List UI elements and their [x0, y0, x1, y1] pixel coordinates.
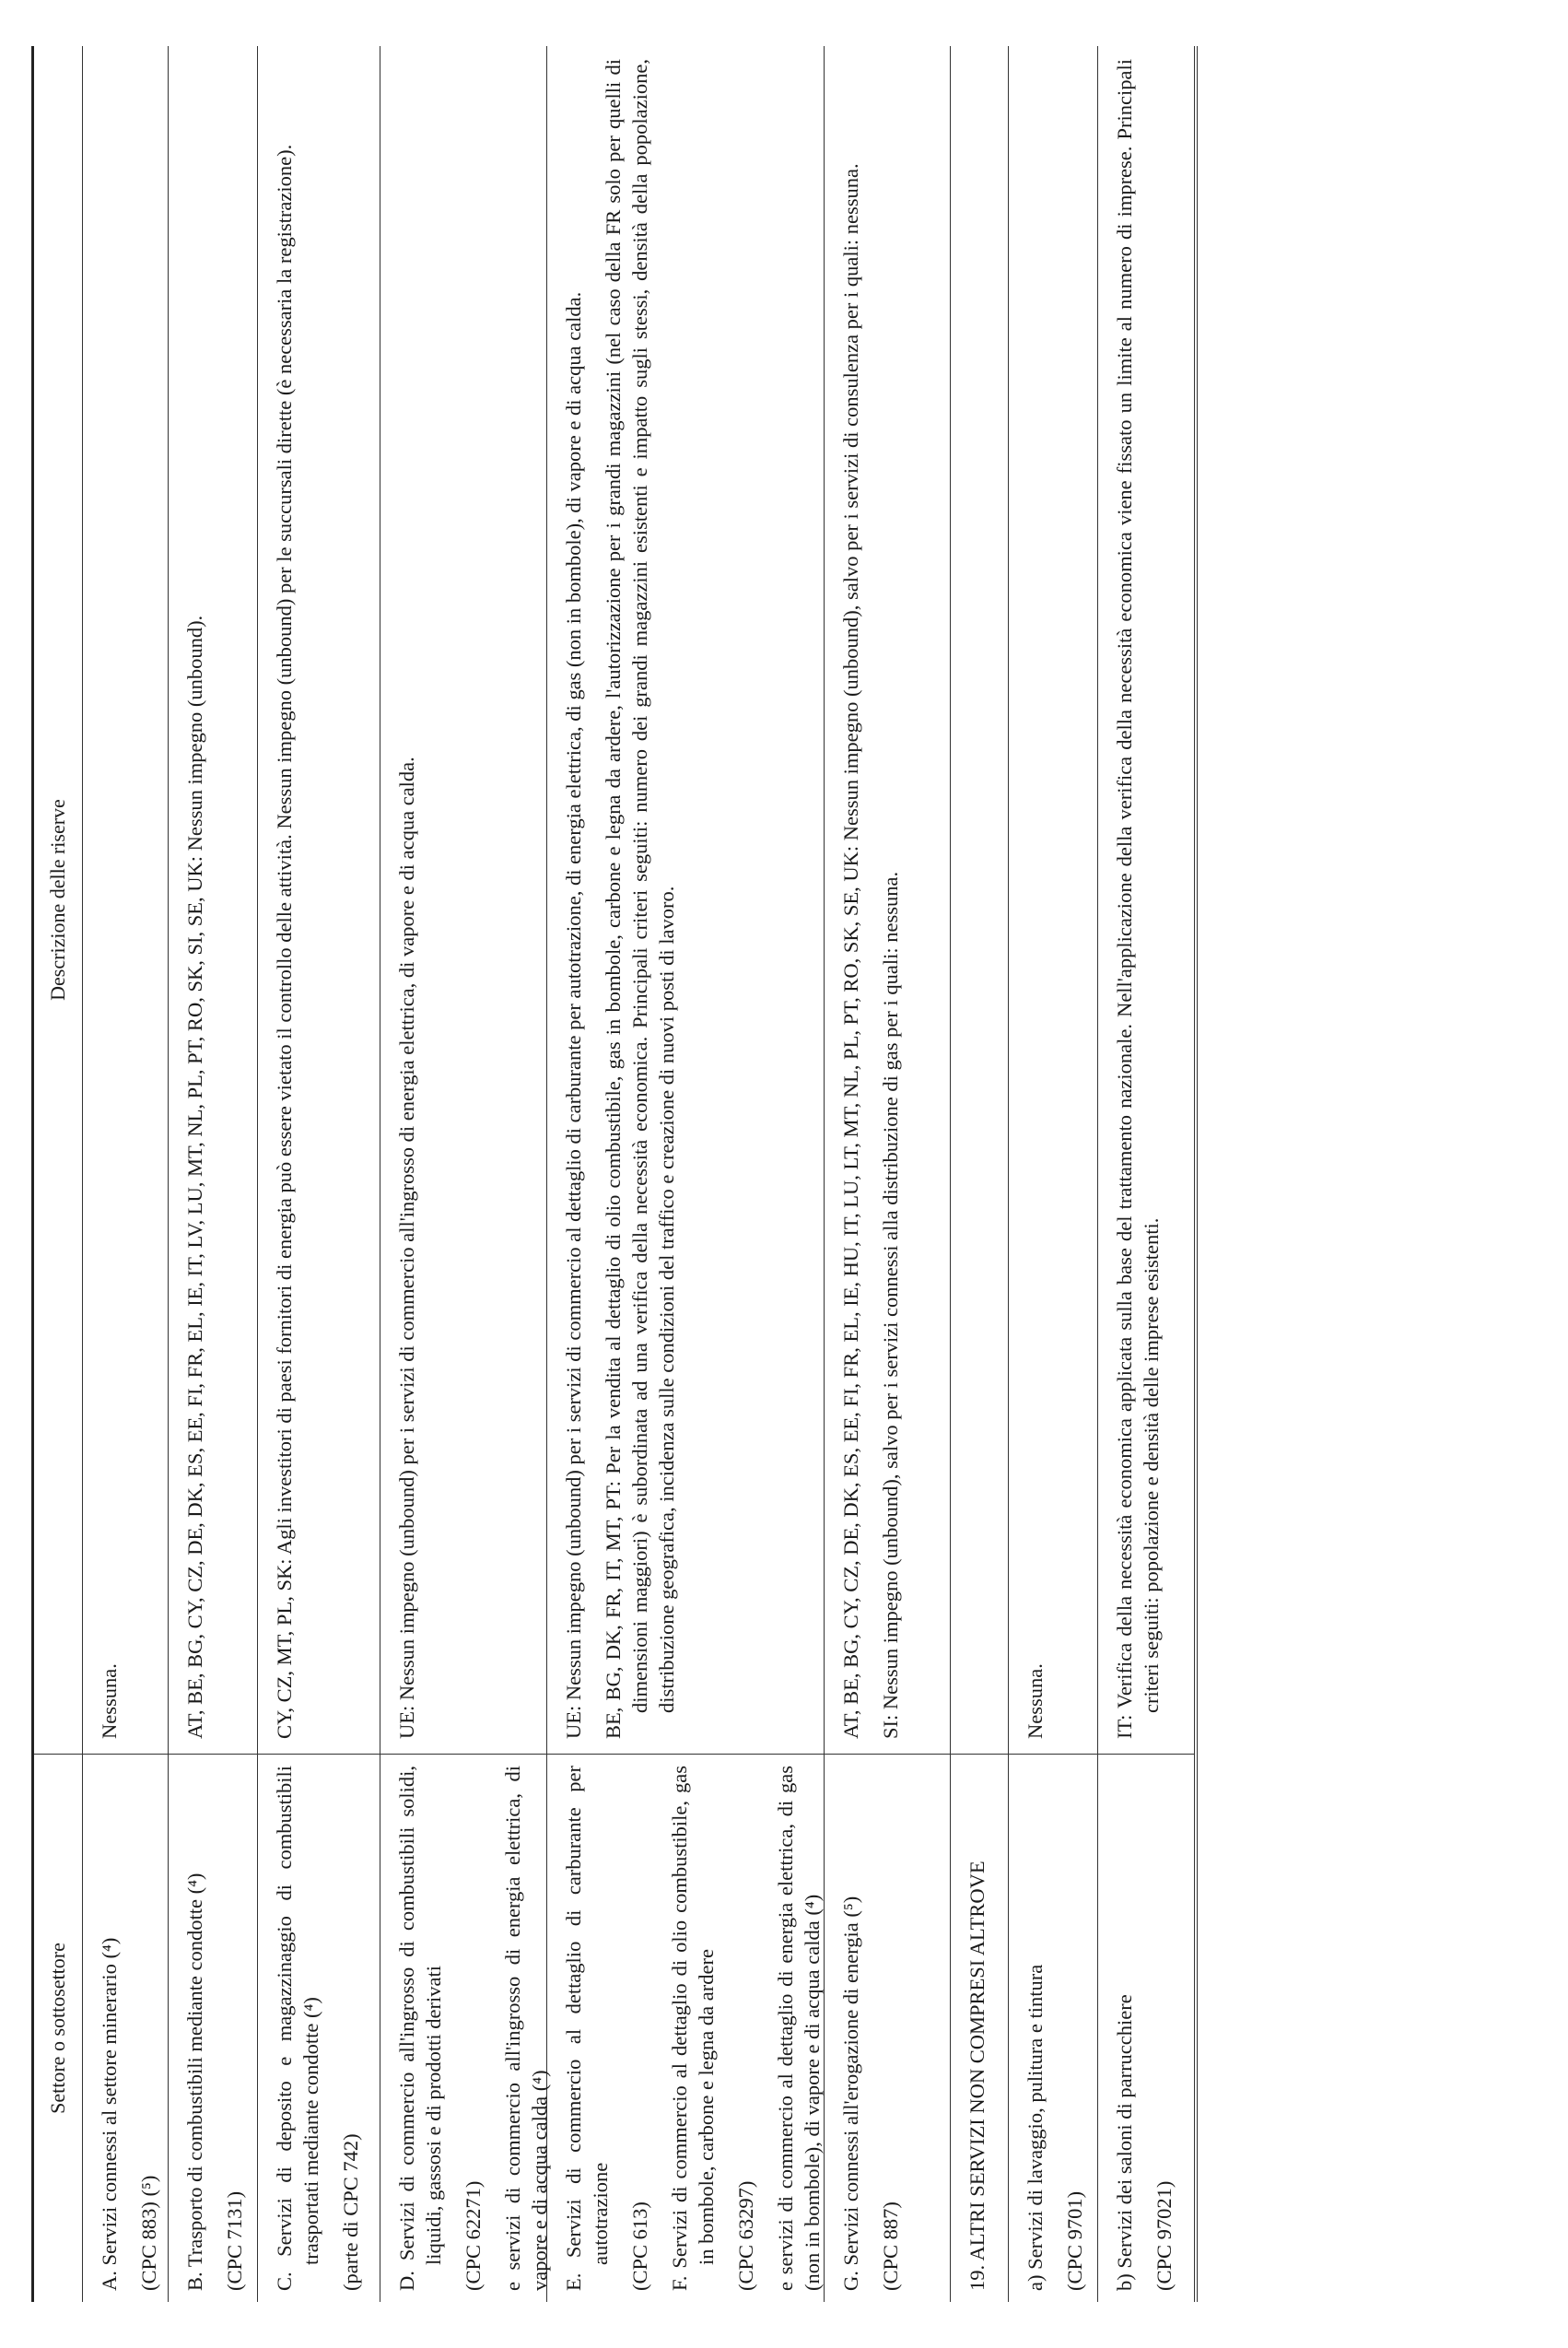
sector-text: A. Servizi connessi al settore minerario (⁴) [98, 1937, 121, 2291]
table-row [380, 46, 551, 2302]
table-row [258, 46, 380, 2302]
sector-cell [1098, 1754, 1194, 2302]
sector-cell [1009, 1754, 1097, 2302]
sector-cell [547, 1754, 824, 2302]
description-text: Nessuna. [98, 1663, 121, 1739]
sector-text: B. Trasporto di combustibili mediante condotte (⁴) [183, 1873, 206, 2291]
reservations-table [31, 46, 1198, 2302]
description-text: Nessuna. [1024, 1663, 1047, 1739]
sector-cell [825, 1754, 950, 2302]
sector-text: F. Servizi di commercio al dettaglio di olio combustibile, gas in bombole, carbone e legna da ardere [668, 1766, 718, 2291]
sector-code: (CPC 9701) [1063, 2190, 1086, 2291]
sector-cell [258, 1754, 380, 2302]
description-cell [169, 46, 257, 1754]
table-row [1009, 46, 1098, 2302]
sector-cell [380, 1754, 551, 2302]
table-row [951, 46, 1009, 2302]
sector-text: a) Servizi di lavaggio, pulitura e tintura [1024, 1964, 1047, 2291]
sector-code: (parte di CPC 742) [339, 2133, 362, 2291]
table-header [34, 46, 83, 2302]
table-row [825, 46, 951, 2302]
sector-text: D. Servizi di commercio all'ingrosso di combustibili solidi, liquidi, gassosi e di prodotti derivati [395, 1766, 445, 2291]
description-text: CY, CZ, MT, PL, SK: Agli investitori di paesi fornitori di energia può essere vietato il controllo delle attività. Nessun impegno (unbound) per le succursali dirette (è necessaria la registrazione). [273, 144, 296, 1739]
table-row [1098, 46, 1198, 2302]
header-sector: Settore o sottosettore [34, 1754, 82, 2302]
table-row [547, 46, 825, 2302]
sector-text: b) Servizi dei saloni di parrucchiere [1113, 1994, 1136, 2291]
sector-text: C. Servizi di deposito e magazzinaggio di combustibili trasportati mediante condotte (⁴) [273, 1766, 322, 2291]
description-text: BE, BG, DK, FR, IT, MT, PT: Per la vendita al dettaglio di olio combustibile, gas in bombole, carbone e legna da ardere, l'autorizzazione per i grandi magazzini (nel caso della FR solo per quelli di dimensioni maggiori) è subordinata ad una verifica della necessità economica. Principali criteri seguiti: numero dei grandi magazzini esistenti e impatto sugli stessi, densità della popolazione, distribuzione geografica, incidenza sulle condizioni del traffico e creazione di nuovi posti di lavoro. [602, 59, 678, 1739]
sector-code: (CPC 887) [879, 2201, 902, 2291]
description-cell [380, 46, 546, 1754]
sector-code: (CPC 7131) [223, 2190, 246, 2291]
description-text: AT, BE, BG, CY, CZ, DE, DK, ES, EE, FI, FR, EL, IE, IT, LV, LU, MT, NL, PL, PT, RO, SK, SI, SE, UK: Nessun impegno (unbound). [183, 615, 206, 1739]
description-cell [1098, 46, 1194, 1754]
sector-text: e servizi di commercio al dettaglio di energia elettrica, di gas (non in bombole), di vapore e di acqua calda (⁴) [774, 1766, 824, 2291]
sector-text: G. Servizi connessi all'erogazione di energia (⁵) [839, 1896, 862, 2291]
sector-text: E. Servizi di commercio al dettaglio di carburante per autotrazione [562, 1766, 612, 2291]
description-cell [825, 46, 950, 1754]
sector-text: e servizi di commercio all'ingrosso di energia elettrica, di vapore e di acqua calda (⁴) [501, 1766, 551, 2291]
description-text: UE: Nessun impegno (unbound) per i servizi di commercio al dettaglio di carburante per autotrazione, di energia elettrica, di gas (non in bombole), di vapore e di acqua calda. [562, 291, 585, 1739]
description-text: AT, BE, BG, CY, CZ, DE, DK, ES, EE, FI, FR, EL, IE, HU, IT, LU, LT, MT, NL, PL, PT, RO, SK, SE, UK: Nessun impegno (unbound), salvo per i servizi di consulenza per i quali: nessuna. [839, 163, 862, 1739]
sector-code: (CPC 62271) [462, 2180, 485, 2291]
sector-cell [169, 1754, 257, 2302]
description-cell [1009, 46, 1097, 1754]
header-description: Descrizione delle riserve [46, 799, 69, 1001]
description-cell [258, 46, 380, 1754]
sector-code: (CPC 97021) [1153, 2180, 1176, 2291]
sector-code: (CPC 613) [628, 2201, 651, 2291]
description-text: UE: Nessun impegno (unbound) per i servizi di commercio all'ingrosso di energia elettrica, di vapore e di acqua calda. [395, 757, 418, 1739]
sector-code: (CPC 63297) [734, 2180, 757, 2291]
sector-cell [83, 1754, 168, 2302]
table-row [169, 46, 258, 2302]
section-heading: 19. ALTRI SERVIZI NON COMPRESI ALTROVE [965, 1861, 989, 2291]
sector-cell [951, 1754, 1008, 2302]
description-cell [83, 46, 168, 1754]
description-text: IT: Verifica della necessità economica applicata sulla base del trattamento nazionale. Nell'applicazione della verifica della necessità economica viene fissato un limite al numero di imprese. Principali criteri seguiti: popolazione e densità delle imprese esistenti. [1113, 59, 1163, 1739]
description-text: SI: Nessun impegno (unbound), salvo per i servizi connessi alla distribuzione di gas per i quali: nessuna. [879, 871, 902, 1739]
table-row [83, 46, 169, 2302]
description-cell [951, 46, 1008, 1754]
sector-code: (CPC 883) (⁵) [137, 2175, 160, 2291]
description-cell [547, 46, 824, 1754]
